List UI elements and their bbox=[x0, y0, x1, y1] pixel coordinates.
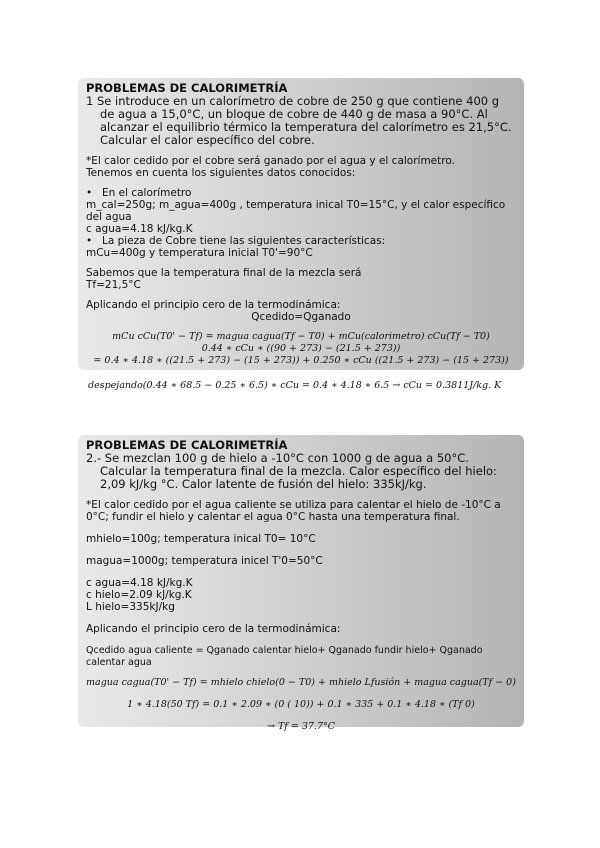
data-line: mCu=400g y temperatura inicial T0'=90°C bbox=[86, 247, 313, 259]
equation-line: mCu cCu(T0' − Tf) = magua cagua(Tf − T0) + mCu(calorimetro) cCu(Tf − T0) bbox=[112, 331, 490, 342]
bullet-item: • En el calorímetro bbox=[86, 187, 192, 199]
equation-line: 0.44 ∗ cCu ∗ ((90 + 273) − (21.5 + 273)) bbox=[201, 343, 401, 354]
slide-title: PROBLEMAS DE CALORIMETRÍA bbox=[86, 81, 288, 95]
final-temp-value: Tf=21,5°C bbox=[86, 279, 141, 291]
equation-line: 1 ∗ 4.18(50 Tf) = 0.1 ∗ 2.09 ∗ (0 ( 10)) + 0.1 ∗ 335 + 0.1 ∗ 4.18 ∗ (Tf 0) bbox=[127, 699, 475, 710]
equation-line: → Tf = 37.7°C bbox=[266, 721, 335, 732]
bullet-item: • La pieza de Cobre tiene las siguientes características: bbox=[86, 235, 386, 247]
data-line: c agua=4.18 kJ/kg.K bbox=[86, 577, 193, 589]
slide-problem-1 bbox=[78, 78, 524, 370]
slide-title: PROBLEMAS DE CALORIMETRÍA bbox=[86, 438, 288, 452]
solution-line: despejando(0.44 ∗ 68.5 − 0.25 ∗ 6.5) ∗ cCu = 0.4 ∗ 4.18 ∗ 6.5 → cCu = 0.3811J/kg. K bbox=[88, 380, 502, 391]
equation-line: magua cagua(T0' − Tf) = mhielo chielo(0 − T0) + mhielo Lfusión + magua cagua(Tf − 0) bbox=[86, 677, 516, 688]
data-line: magua=1000g; temperatura inicel T'0=50°C bbox=[86, 555, 323, 567]
q-equation: Qcedido=Qganado bbox=[251, 311, 351, 323]
bullet-icon: • bbox=[86, 187, 93, 199]
bullet-icon: • bbox=[86, 235, 93, 247]
data-line: mhielo=100g; temperatura inical T0= 10°C bbox=[86, 533, 316, 545]
data-line: c agua=4.18 kJ/kg.K bbox=[86, 223, 193, 235]
problem-statement: 2.- Se mezclan 100 g de hielo a -10°C con 1000 g de agua a 50°C. Calcular la temperatura final de la mezcla. Calor específico del hielo: 2,09 kJ/kg °C. Calor latente de fusión del hielo: 335kJ/kg. bbox=[86, 451, 497, 491]
principle-text: Aplicando el principio cero de la termodinámica: bbox=[86, 299, 341, 311]
equation-line: = 0.4 ∗ 4.18 ∗ ((21.5 + 273) − (15 + 273)) + 0.250 ∗ cCu ((21.5 + 273) − (15 + 273)) bbox=[93, 355, 509, 366]
data-line: L hielo=335kJ/kg bbox=[86, 601, 175, 613]
data-line: m_cal=250g; m_agua=400g , temperatura inical T0=15°C, y el calor específico del agua bbox=[86, 199, 506, 223]
note-text: *El calor cedido por el cobre será ganado por el agua y el calorímetro. bbox=[86, 155, 455, 167]
slide-problem-2 bbox=[78, 435, 524, 732]
principle-text: Aplicando el principio cero de la termodinámica: bbox=[86, 623, 341, 635]
data-line: c hielo=2.09 kJ/kg.K bbox=[86, 589, 192, 601]
q-equation: Qcedido agua caliente = Qganado calentar hielo+ Qganado fundir hielo+ Qganado calentar agua bbox=[86, 645, 483, 668]
final-temp-text: Sabemos que la temperatura final de la mezcla será bbox=[86, 267, 362, 279]
note-text: Tenemos en cuenta los siguientes datos conocidos: bbox=[86, 167, 356, 179]
problem-statement: 1 Se introduce en un calorímetro de cobre de 250 g que contiene 400 g de agua a 15,0°C, un bloque de cobre de 440 g de masa a 90°C. Al alcanzar el equilibrio térmico la temperatura del calorímetro es 21,5°C. Calcular el calor específico del cobre. bbox=[86, 94, 512, 147]
note-text: *El calor cedido por el agua caliente se utiliza para calentar el hielo de -10°C a 0°C; fundir el hielo y calentar el agua 0°C hasta una temperatura final. bbox=[86, 499, 501, 523]
